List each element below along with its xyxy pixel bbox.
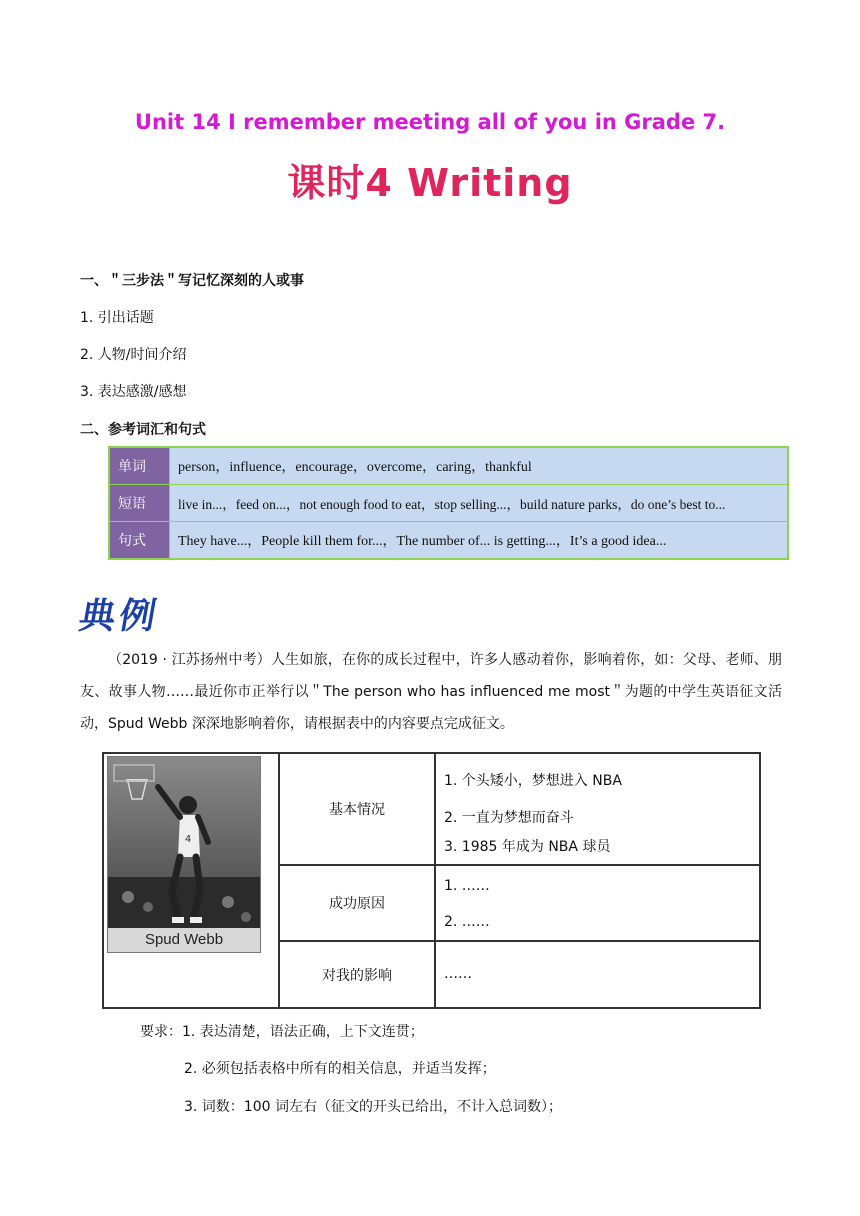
row-label: 基本情况 [329,802,385,818]
row-label-cell [279,941,435,1008]
vocab-table [108,446,789,560]
section1-heading: 一、＂三步法＂写记忆深刻的人或事 [80,273,304,289]
vocab-content: They have...，People kill them for...，The number of... is getting...，It’s a good idea... [178,534,667,549]
photo-cell [103,753,279,1008]
row-label-cell [279,753,435,865]
vocab-label: 短语 [110,485,170,521]
row-item: 2. 一直为梦想而奋斗 [444,810,574,826]
vocab-row-sentences [110,522,787,558]
row-item: 1. …… [444,878,490,894]
row-item: 3. 1985 年成为 NBA 球员 [444,839,611,855]
vocab-content: person，influence，encourage，overcome，caring，thankful [178,460,532,475]
vocab-row-words [110,448,787,485]
row-item: 2. …… [444,914,490,930]
row-items-cell [435,941,760,1008]
requirement-1: 要求：1. 表达清楚，语法正确，上下文连贯； [140,1024,424,1040]
row-label-cell [279,865,435,941]
section1-item-3: 3. 表达感激/感想 [80,384,187,400]
row-items-cell [435,865,760,941]
requirement-2: 2. 必须包括表格中所有的相关信息，并适当发挥； [184,1061,496,1077]
player-photo [107,756,261,953]
row-label: 对我的影响 [322,967,392,984]
row-item: 1. 个头矮小，梦想进入 NBA [444,773,622,789]
section2-heading: 二、参考词汇和句式 [80,422,206,438]
player-photo-image [108,757,260,952]
photo-caption: Spud Webb [108,928,260,952]
row-label: 成功原因 [329,896,385,912]
row-items-cell [435,753,760,865]
unit-title: Unit 14 I remember meeting all of you in Grade 7. [134,110,726,134]
vocab-label: 句式 [110,522,170,558]
vocab-content: live in...，feed on...，not enough food to eat，stop selling...，build nature parks，do one’s best to... [178,497,726,512]
info-table [102,752,761,1009]
section1-item-1: 1. 引出话题 [80,310,154,326]
example-paragraph: （2019 · 江苏扬州中考）人生如旅，在你的成长过程中，许多人感动着你，影响着你，如：父母、老师、朋友、故事人物……最近你市正举行以＂The person who has influenced me most＂为题的中学生英语征文活动，Spud Webb 深深地影响着你，请根据表中的内容要点完成征文。 [80,652,782,732]
requirement-3: 3. 词数：100 词左右（征文的开头已给出，不计入总词数）； [184,1099,562,1115]
row-item: …… [444,966,472,982]
example-badge: 典例 [75,595,164,637]
lesson-subtitle: 课时4 Writing [287,161,573,205]
section1-item-2: 2. 人物/时间介绍 [80,347,187,363]
vocab-row-phrases [110,485,787,522]
svg-text:4: 4 [184,834,192,845]
vocab-label: 单词 [110,448,170,484]
